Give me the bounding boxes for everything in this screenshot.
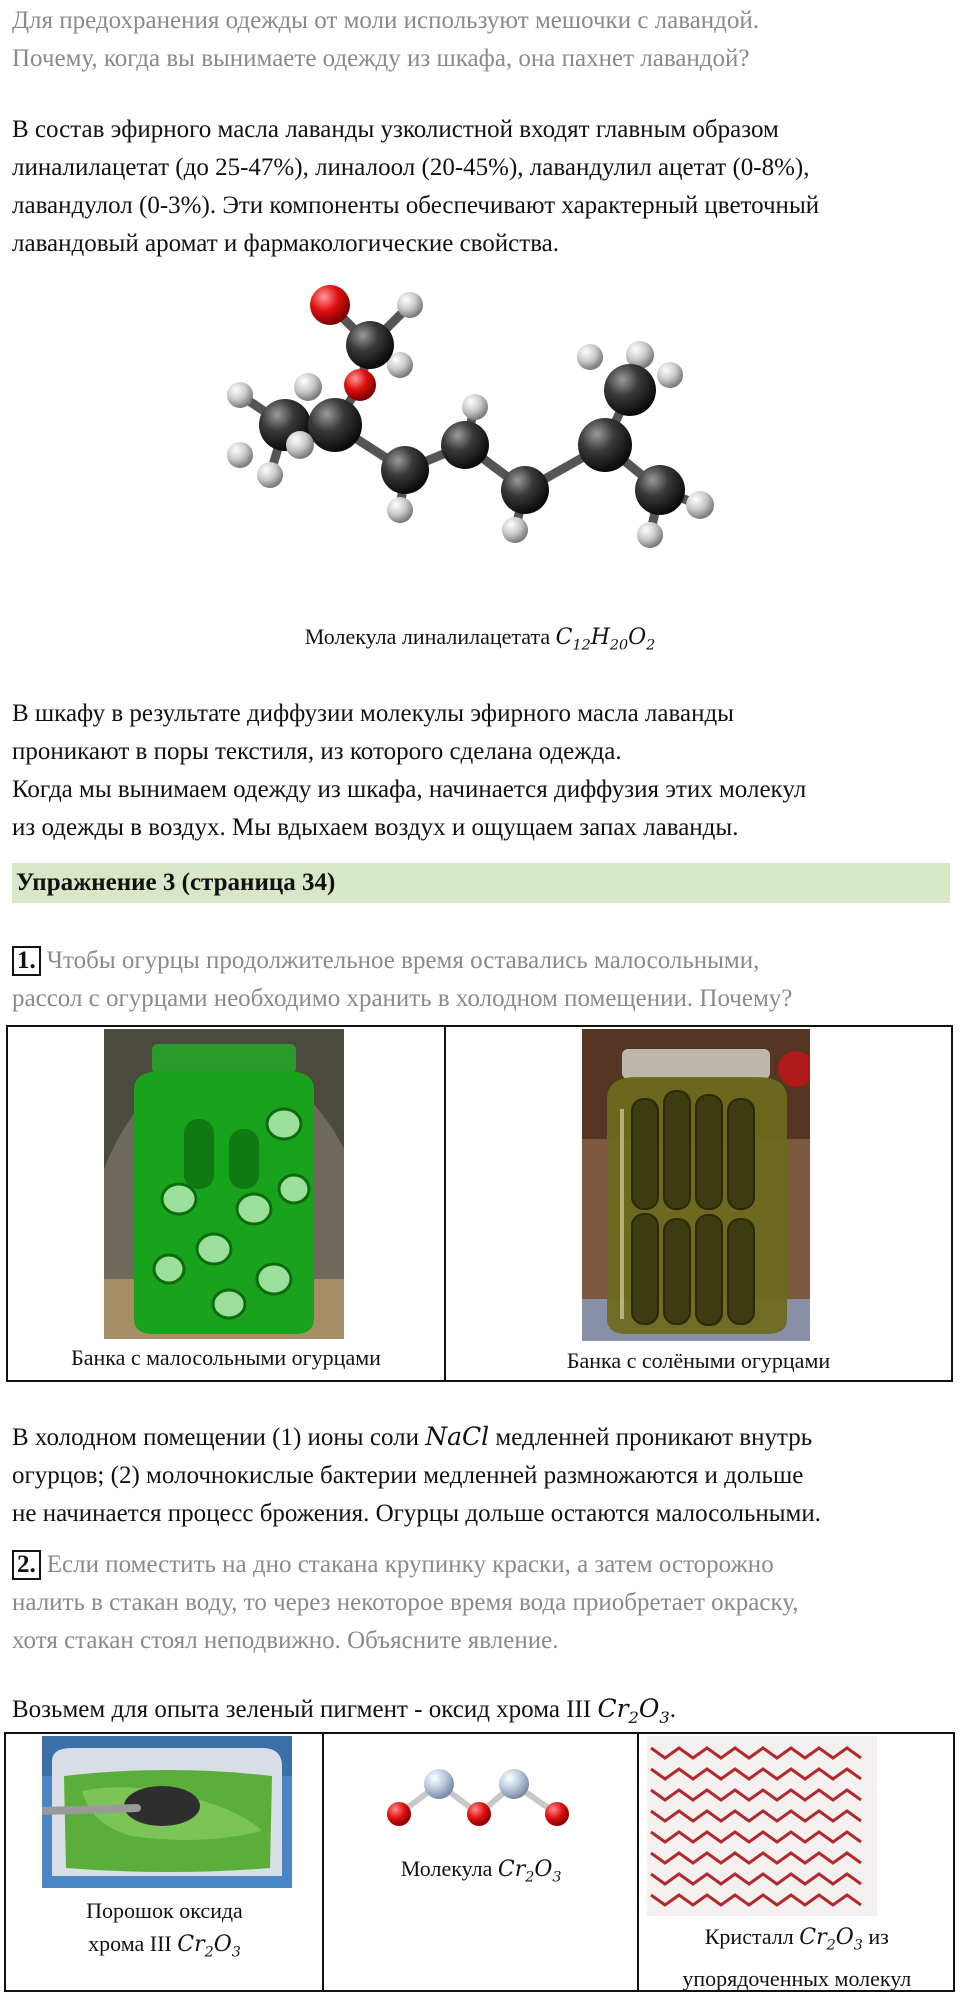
paragraph-line: проникают в поры текстиля, из которого сделана одежда.: [12, 738, 622, 765]
question-1: [12, 2, 952, 78]
paragraph-line: не начинается процесс брожения. Огурцы дольше остаются малосольными.: [12, 1500, 822, 1527]
task-1: [12, 942, 952, 1018]
question-1-line: Почему, когда вы вынимаете одежду из шкафа, она пахнет лавандой?: [12, 45, 750, 72]
answer-paragraph-diffusion: [12, 695, 952, 847]
answer-paragraph-composition: [12, 111, 952, 263]
cr2o3-crystal-lattice-image: [647, 1736, 877, 1916]
task-2-line: Если поместить на дно стакана крупинку краски, а затем осторожно: [46, 1551, 774, 1578]
powder-caption: [6, 1894, 323, 1969]
pigment-table: [4, 1732, 955, 1992]
cr2o3-molecule-image: [379, 1759, 589, 1839]
lightly-salted-caption: Банка с малосольными огурцами: [71, 1345, 381, 1370]
paragraph-line: лавандулол (0-3%). Эти компоненты обеспечивают характерный цветочный: [12, 192, 820, 219]
lightly-salted-jar-image: [104, 1029, 344, 1339]
paragraph-line: В холодном помещении (1) ионы соли NaCl медленней проникают внутрь: [12, 1422, 813, 1451]
paragraph-line: Когда мы вынимаем одежду из шкафа, начинается диффузия этих молекул: [12, 776, 807, 803]
molecule-cell: [323, 1733, 639, 1991]
molecule-cell-caption: Молекула $Cr_2O_3$: [400, 1856, 562, 1886]
crystal-caption-line: Кристалл $Cr_2O_3$ из: [704, 1924, 889, 1954]
task-1-line: Чтобы огурцы продолжительное время оставались малосольными,: [46, 947, 760, 974]
salted-jar-image: [582, 1029, 810, 1341]
jar-cell-lightly-salted: [7, 1026, 445, 1381]
question-1-line: Для предохранения одежды от моли используют мешочки с лавандой.: [12, 7, 760, 34]
powder-cell: [5, 1733, 323, 1991]
paragraph-line: огурцов; (2) молочнокислые бактерии медленней размножаются и дольше: [12, 1462, 804, 1489]
task-1-number: 1.: [12, 946, 41, 976]
paragraph-line: В состав эфирного масла лаванды узколистной входят главным образом: [12, 116, 779, 143]
chromium-oxide-powder-image: [42, 1736, 292, 1888]
linalyl-acetate-molecule-image: [210, 265, 770, 625]
crystal-caption: [639, 1920, 954, 1995]
exercise-heading: Упражнение 3 (страница 34): [12, 863, 950, 903]
task-1-answer: [12, 1418, 952, 1533]
paragraph-line: лавандовый аромат и фармакологические свойства.: [12, 230, 560, 257]
molecule-caption: [230, 620, 730, 662]
powder-caption-line: Порошок оксида: [86, 1898, 243, 1923]
nacl-formula: NaCl: [425, 1422, 490, 1451]
task-2-line: хотя стакан стоял неподвижно. Объясните явление.: [12, 1627, 559, 1654]
jars-table: [6, 1025, 953, 1382]
paragraph-line: Возьмем для опыта зеленый пигмент - оксид хрома III $Cr_2O_3$.: [12, 1694, 676, 1727]
cr2o3-formula: $Cr_2O_3$: [597, 1694, 670, 1727]
salted-caption: Банка с солёными огурцами: [566, 1348, 831, 1373]
jar-cell-salted: [445, 1026, 952, 1381]
paragraph-line: линалилацетат (до 25-47%), линалоол (20-45%), лавандулил ацетат (0-8%),: [12, 154, 810, 181]
molecule-caption-text: Молекула линалилацетата: [304, 624, 551, 649]
paragraph-line: из одежды в воздух. Мы вдыхаем воздух и ощущаем запах лаванды.: [12, 814, 739, 841]
task-2-line: налить в стакан воду, то через некоторое время вода приобретает окраску,: [12, 1589, 799, 1616]
paragraph-line: В шкафу в результате диффузии молекулы эфирного масла лаванды: [12, 700, 734, 727]
molecule-formula: $C_{12}H_{20}O_2$: [555, 625, 656, 654]
task-2-answer: [12, 1690, 952, 1737]
task-1-line: рассол с огурцами необходимо хранить в холодном помещении. Почему?: [12, 985, 793, 1012]
task-2: [12, 1546, 952, 1660]
crystal-caption-line: упорядоченных молекул: [682, 1966, 912, 1992]
crystal-cell: [638, 1733, 954, 1991]
powder-caption-line: хрома III $Cr_2O_3$: [88, 1931, 241, 1961]
task-2-number: 2.: [12, 1550, 41, 1580]
